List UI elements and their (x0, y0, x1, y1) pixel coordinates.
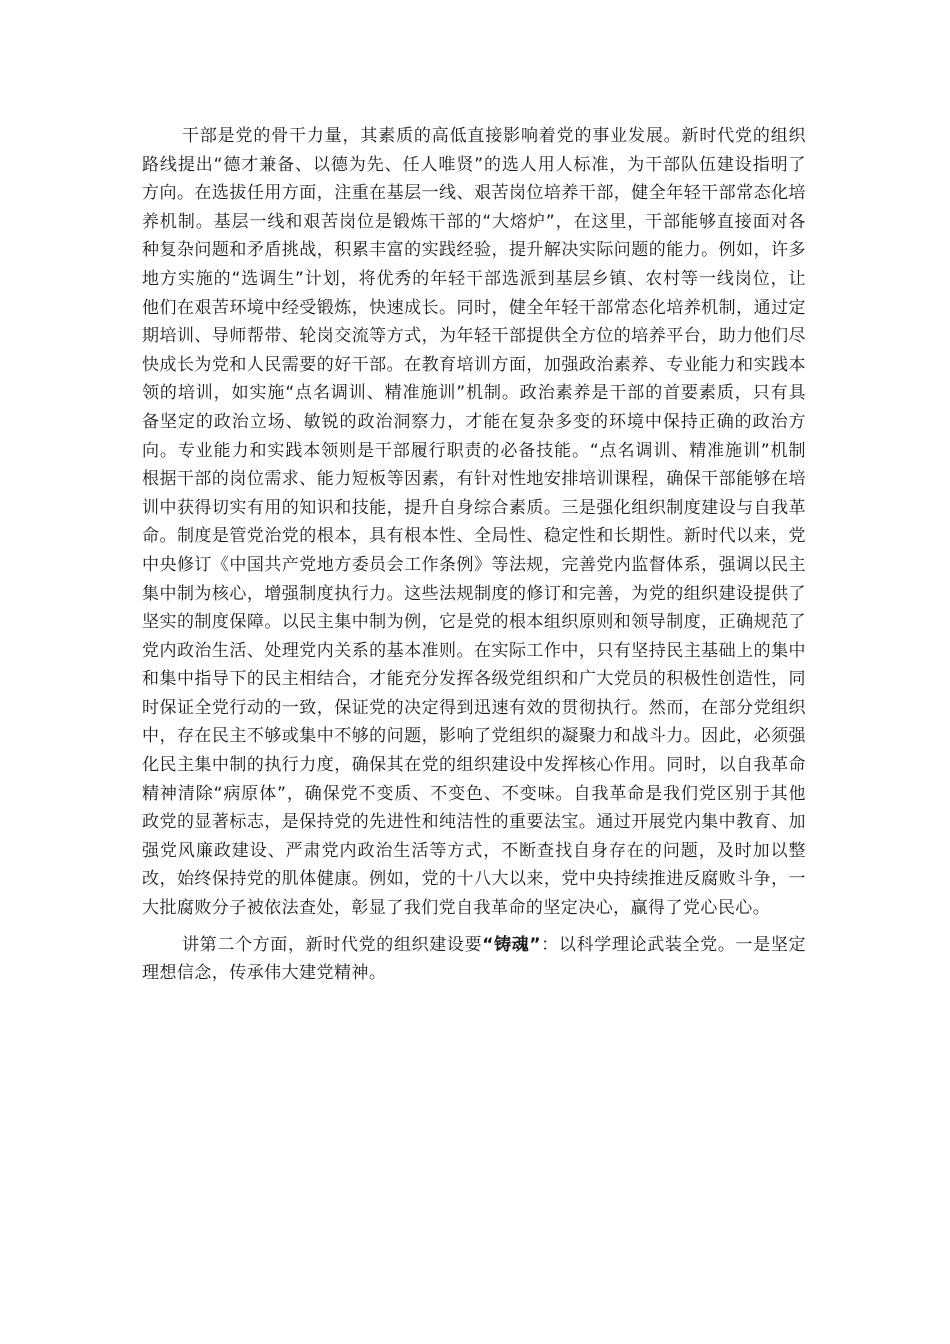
paragraph-second-aspect (142, 931, 806, 988)
document-body (142, 122, 806, 988)
paragraph-second-aspect-lead: 讲第二个方面，新时代党的组织建设要 (182, 934, 483, 955)
paragraph-second-aspect-rest: ：以科学理论武装全党。一是坚定理想信念，传承伟大建党精神。 (142, 934, 806, 984)
paragraph-second-aspect-emphasis: “铸魂” (482, 934, 542, 955)
paragraph-cadre-building: 干部是党的骨干力量，其素质的高低直接影响着党的事业发展。新时代党的组织路线提出“德才兼备、以德为先、任人唯贤”的选人用人标准，为干部队伍建设指明了方向。在选拔任用方面，注重在基层一线、艰苦岗位培养干部，健全年轻干部常态化培养机制。基层一线和艰苦岗位是锻炼干部的“大熔炉”，在这里，干部能够直接面对各种复杂问题和矛盾挑战，积累丰富的实践经验，提升解决实际问题的能力。例如，许多地方实施的“选调生”计划，将优秀的年轻干部选派到基层乡镇、农村等一线岗位，让他们在艰苦环境中经受锻炼，快速成长。同时，健全年轻干部常态化培养机制，通过定期培训、导师帮带、轮岗交流等方式，为年轻干部提供全方位的培养平台，助力他们尽快成长为党和人民需要的好干部。在教育培训方面，加强政治素养、专业能力和实践本领的培训，如实施“点名调训、精准施训”机制。政治素养是干部的首要素质，只有具备坚定的政治立场、敏锐的政治洞察力，才能在复杂多变的环境中保持正确的政治方向。专业能力和实践本领则是干部履行职责的必备技能。“点名调训、精准施训”机制根据干部的岗位需求、能力短板等因素，有针对性地安排培训课程，确保干部能够在培训中获得切实有用的知识和技能，提升自身综合素质。三是强化组织制度建设与自我革命。制度是管党治党的根本，具有根本性、全局性、稳定性和长期性。新时代以来，党中央修订《中国共产党地方委员会工作条例》等法规，完善党内监督体系，强调以民主集中制为核心，增强制度执行力。这些法规制度的修订和完善，为党的组织建设提供了坚实的制度保障。以民主集中制为例，它是党的根本组织原则和领导制度，正确规范了党内政治生活、处理党内关系的基本准则。在实际工作中，只有坚持民主基础上的集中和集中指导下的民主相结合，才能充分发挥各级党组织和广大党员的积极性创造性，同时保证全党行动的一致，保证党的决定得到迅速有效的贯彻执行。然而，在部分党组织中，存在民主不够或集中不够的问题，影响了党组织的凝聚力和战斗力。因此，必须强化民主集中制的执行力度，确保其在党的组织建设中发挥核心作用。同时，以自我革命精神清除“病原体”，确保党不变质、不变色、不变味。自我革命是我们党区别于其他政党的显著标志，是保持党的先进性和纯洁性的重要法宝。通过开展党内集中教育、加强党风廉政建设、严肃党内政治生活等方式，不断查找自身存在的问题，及时加以整改，始终保持党的肌体健康。例如，党的十八大以来，党中央持续推进反腐败斗争，一大批腐败分子被依法查处，彰显了我们党自我革命的坚定决心，赢得了党心民心。 (142, 126, 806, 919)
